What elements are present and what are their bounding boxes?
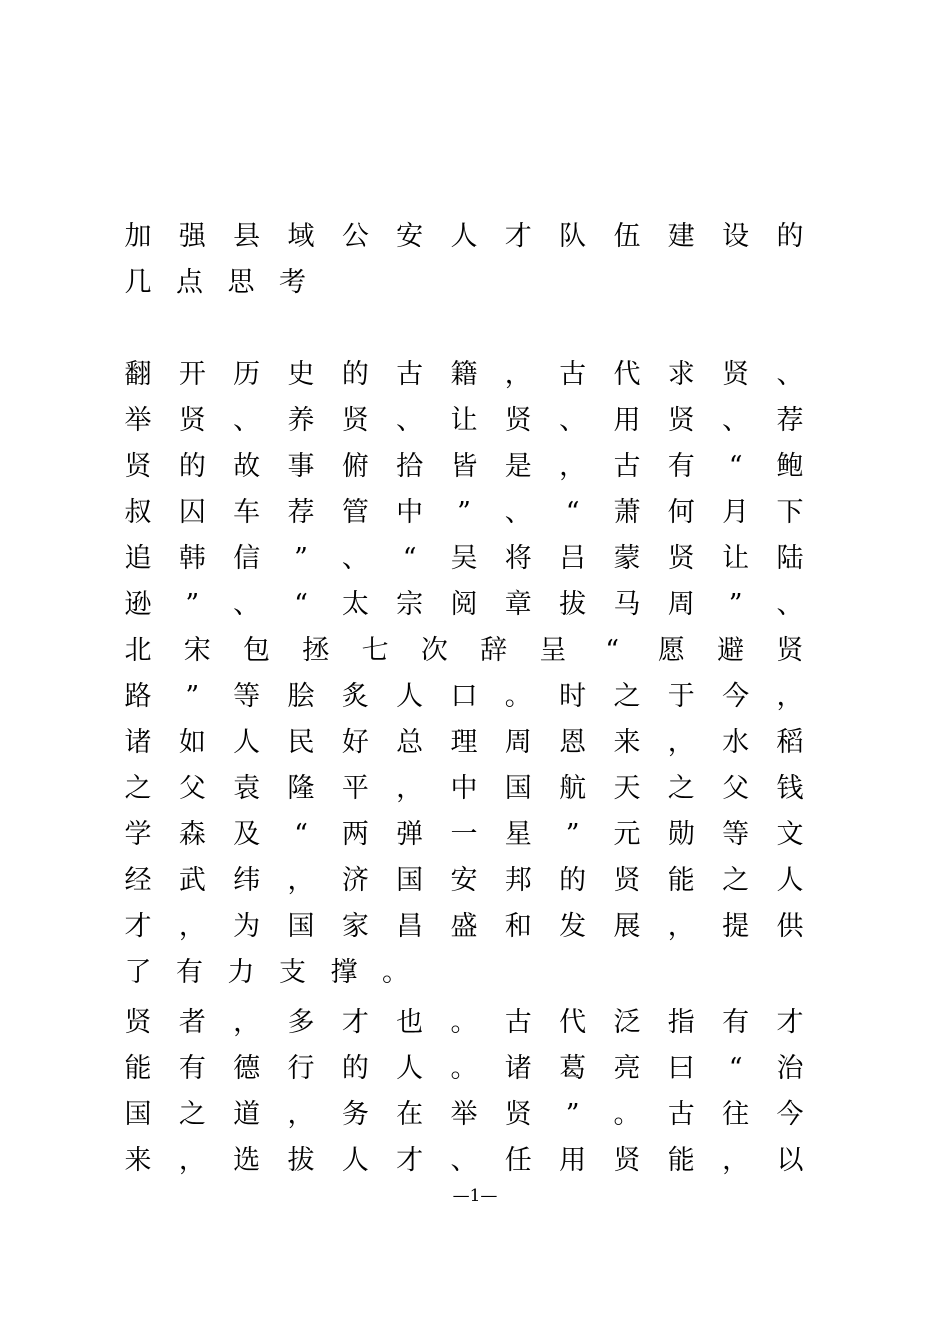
text-line bbox=[124, 674, 804, 720]
glyph: 曰 bbox=[667, 1053, 695, 1084]
glyph: 贤 bbox=[178, 405, 206, 436]
glyph: 章 bbox=[504, 589, 532, 620]
glyph: 有 bbox=[178, 1053, 206, 1084]
glyph: 的 bbox=[341, 359, 369, 390]
glyph: 举 bbox=[450, 1099, 478, 1130]
glyph: 强 bbox=[178, 221, 206, 252]
glyph: ， bbox=[667, 727, 695, 758]
document-title bbox=[124, 214, 804, 306]
glyph: 七 bbox=[361, 635, 389, 666]
glyph: 力 bbox=[227, 957, 255, 988]
glyph: 籍 bbox=[450, 359, 478, 390]
glyph: 开 bbox=[178, 359, 206, 390]
glyph: 贤 bbox=[504, 405, 532, 436]
glyph: 总 bbox=[396, 727, 424, 758]
glyph: 历 bbox=[233, 359, 261, 390]
glyph: 设 bbox=[722, 221, 750, 252]
glyph: 口 bbox=[450, 681, 478, 712]
glyph: 文 bbox=[776, 819, 804, 850]
glyph: 袁 bbox=[233, 773, 261, 804]
glyph: 民 bbox=[287, 727, 315, 758]
glyph: 古 bbox=[396, 359, 424, 390]
glyph: 。 bbox=[450, 1007, 478, 1038]
glyph: 才 bbox=[124, 911, 152, 942]
glyph: 之 bbox=[178, 1099, 206, 1130]
glyph: 拔 bbox=[559, 589, 587, 620]
glyph: 治 bbox=[776, 1053, 804, 1084]
glyph: 养 bbox=[287, 405, 315, 436]
glyph: 弹 bbox=[396, 819, 424, 850]
glyph: 隆 bbox=[287, 773, 315, 804]
glyph: 指 bbox=[667, 1007, 695, 1038]
glyph: 诸 bbox=[504, 1053, 532, 1084]
glyph: 公 bbox=[341, 221, 369, 252]
glyph: 车 bbox=[233, 497, 261, 528]
glyph: ， bbox=[287, 1099, 315, 1130]
glyph: 者 bbox=[178, 1007, 206, 1038]
glyph: 的 bbox=[776, 221, 804, 252]
glyph: ， bbox=[722, 1145, 750, 1176]
glyph: 思 bbox=[227, 267, 255, 298]
glyph: 纬 bbox=[233, 865, 261, 896]
glyph: 国 bbox=[504, 773, 532, 804]
glyph: 德 bbox=[233, 1053, 261, 1084]
glyph: 。 bbox=[382, 957, 409, 988]
text-line bbox=[124, 904, 804, 950]
glyph: 人 bbox=[776, 865, 804, 896]
glyph: 一 bbox=[450, 819, 478, 850]
glyph: 任 bbox=[504, 1145, 532, 1176]
glyph: 今 bbox=[776, 1099, 804, 1130]
paragraph-2 bbox=[124, 1000, 804, 1184]
glyph: 马 bbox=[613, 589, 641, 620]
glyph: 等 bbox=[233, 681, 261, 712]
glyph: 古 bbox=[559, 359, 587, 390]
glyph: 域 bbox=[287, 221, 315, 252]
glyph: 愿 bbox=[657, 635, 685, 666]
glyph: 是 bbox=[504, 451, 532, 482]
glyph: 史 bbox=[287, 359, 315, 390]
glyph: ， bbox=[667, 911, 695, 942]
glyph: ” bbox=[565, 819, 580, 850]
glyph: 往 bbox=[722, 1099, 750, 1130]
glyph: 国 bbox=[287, 911, 315, 942]
glyph: 鲍 bbox=[776, 451, 804, 482]
glyph: 、 bbox=[776, 589, 804, 620]
glyph: 昌 bbox=[396, 911, 424, 942]
text-line bbox=[124, 444, 804, 490]
glyph: 炙 bbox=[341, 681, 369, 712]
glyph: 贤 bbox=[124, 451, 152, 482]
glyph: ， bbox=[504, 359, 532, 390]
text-line bbox=[124, 490, 804, 536]
glyph: ” bbox=[565, 1099, 580, 1130]
glyph: 如 bbox=[178, 727, 206, 758]
glyph: 选 bbox=[233, 1145, 261, 1176]
glyph: 也 bbox=[396, 1007, 424, 1038]
glyph: 避 bbox=[717, 635, 745, 666]
glyph: 荐 bbox=[287, 497, 315, 528]
glyph: 之 bbox=[722, 865, 750, 896]
glyph: 国 bbox=[396, 865, 424, 896]
glyph: 、 bbox=[722, 405, 750, 436]
glyph: 于 bbox=[667, 681, 695, 712]
glyph: ， bbox=[559, 451, 587, 482]
glyph: 何 bbox=[667, 497, 695, 528]
text-line bbox=[124, 260, 804, 306]
glyph: 天 bbox=[613, 773, 641, 804]
glyph: “ bbox=[605, 635, 620, 666]
glyph: 。 bbox=[504, 681, 532, 712]
glyph: 。 bbox=[613, 1099, 641, 1130]
glyph: 平 bbox=[341, 773, 369, 804]
glyph: 代 bbox=[613, 359, 641, 390]
glyph: 才 bbox=[396, 1145, 424, 1176]
glyph: 学 bbox=[124, 819, 152, 850]
glyph: 点 bbox=[176, 267, 203, 298]
glyph: 下 bbox=[776, 497, 804, 528]
glyph: 的 bbox=[341, 1053, 369, 1084]
glyph: 拾 bbox=[396, 451, 424, 482]
text-line bbox=[124, 858, 804, 904]
glyph: 钱 bbox=[776, 773, 804, 804]
glyph: 次 bbox=[420, 635, 448, 666]
glyph: 经 bbox=[124, 865, 152, 896]
glyph: 吕 bbox=[559, 543, 587, 574]
glyph: 拯 bbox=[302, 635, 330, 666]
glyph: 才 bbox=[341, 1007, 369, 1038]
glyph: 俯 bbox=[341, 451, 369, 482]
glyph: 翻 bbox=[124, 359, 152, 390]
glyph: 武 bbox=[178, 865, 206, 896]
text-line bbox=[124, 214, 804, 260]
glyph: 提 bbox=[722, 911, 750, 942]
glyph: 举 bbox=[124, 405, 152, 436]
text-line bbox=[124, 582, 804, 628]
glyph: 古 bbox=[613, 451, 641, 482]
glyph: 贤 bbox=[667, 405, 695, 436]
glyph: 辞 bbox=[480, 635, 508, 666]
glyph: 北 bbox=[124, 635, 152, 666]
glyph: 事 bbox=[287, 451, 315, 482]
glyph: 、 bbox=[559, 405, 587, 436]
text-line bbox=[124, 1138, 804, 1184]
glyph: 阅 bbox=[450, 589, 478, 620]
glyph: 及 bbox=[233, 819, 261, 850]
glyph: 管 bbox=[341, 497, 369, 528]
glyph: 安 bbox=[450, 865, 478, 896]
text-line bbox=[124, 1000, 804, 1046]
glyph: 勋 bbox=[667, 819, 695, 850]
glyph: 陆 bbox=[776, 543, 804, 574]
text-line bbox=[124, 766, 804, 812]
glyph: ， bbox=[776, 681, 804, 712]
glyph: 人 bbox=[233, 727, 261, 758]
text-line bbox=[124, 628, 804, 674]
glyph: 多 bbox=[287, 1007, 315, 1038]
glyph: “ bbox=[565, 497, 580, 528]
text-line bbox=[124, 950, 804, 996]
glyph: 古 bbox=[667, 1099, 695, 1130]
glyph: 今 bbox=[722, 681, 750, 712]
glyph: 为 bbox=[233, 911, 261, 942]
glyph: 伍 bbox=[613, 221, 641, 252]
glyph: ， bbox=[233, 1007, 261, 1038]
glyph: 有 bbox=[176, 957, 203, 988]
glyph: 脍 bbox=[287, 681, 315, 712]
glyph: 荐 bbox=[776, 405, 804, 436]
glyph: 行 bbox=[287, 1053, 315, 1084]
glyph: 撑 bbox=[330, 957, 358, 988]
glyph: 之 bbox=[613, 681, 641, 712]
glyph: 水 bbox=[722, 727, 750, 758]
glyph: 蒙 bbox=[613, 543, 641, 574]
glyph: ” bbox=[294, 543, 308, 574]
glyph: 求 bbox=[667, 359, 695, 390]
glyph: 呈 bbox=[539, 635, 567, 666]
glyph: 展 bbox=[613, 911, 641, 942]
glyph: 、 bbox=[396, 405, 424, 436]
text-line bbox=[124, 1092, 804, 1138]
glyph: 供 bbox=[776, 911, 804, 942]
glyph: ” bbox=[457, 497, 471, 528]
glyph: 好 bbox=[341, 727, 369, 758]
glyph: 贤 bbox=[667, 543, 695, 574]
glyph: 宗 bbox=[396, 589, 424, 620]
glyph: 来 bbox=[124, 1145, 152, 1176]
glyph: 星 bbox=[504, 819, 532, 850]
text-line bbox=[124, 398, 804, 444]
glyph: ， bbox=[287, 865, 315, 896]
glyph: 将 bbox=[504, 543, 532, 574]
glyph: 亮 bbox=[613, 1053, 641, 1084]
glyph: 信 bbox=[233, 543, 261, 574]
glyph: 恩 bbox=[559, 727, 587, 758]
glyph: 能 bbox=[124, 1053, 152, 1084]
glyph: “ bbox=[728, 451, 743, 482]
glyph: 周 bbox=[667, 589, 695, 620]
glyph: 故 bbox=[233, 451, 261, 482]
glyph: 能 bbox=[667, 1145, 695, 1176]
glyph: 才 bbox=[504, 221, 532, 252]
glyph: 追 bbox=[124, 543, 152, 574]
glyph: 让 bbox=[450, 405, 478, 436]
glyph: 逊 bbox=[124, 589, 152, 620]
glyph: 贤 bbox=[613, 865, 641, 896]
text-line bbox=[124, 352, 804, 398]
glyph: 代 bbox=[559, 1007, 587, 1038]
glyph: 济 bbox=[341, 865, 369, 896]
glyph: 之 bbox=[667, 773, 695, 804]
glyph: 父 bbox=[722, 773, 750, 804]
text-line bbox=[124, 720, 804, 766]
glyph: 了 bbox=[124, 957, 152, 988]
glyph: 用 bbox=[613, 405, 641, 436]
glyph: 古 bbox=[504, 1007, 532, 1038]
glyph: 理 bbox=[450, 727, 478, 758]
glyph: 父 bbox=[178, 773, 206, 804]
glyph: 家 bbox=[341, 911, 369, 942]
glyph: 航 bbox=[559, 773, 587, 804]
glyph: “ bbox=[294, 819, 308, 850]
glyph: ” bbox=[728, 589, 743, 620]
glyph: 贤 bbox=[776, 635, 804, 666]
glyph: 萧 bbox=[613, 497, 641, 528]
glyph: 太 bbox=[341, 589, 369, 620]
glyph: 来 bbox=[613, 727, 641, 758]
glyph: 囚 bbox=[178, 497, 206, 528]
glyph: 安 bbox=[396, 221, 424, 252]
glyph: 中 bbox=[450, 773, 478, 804]
glyph: 加 bbox=[124, 221, 152, 252]
glyph: 皆 bbox=[450, 451, 478, 482]
glyph: 盛 bbox=[450, 911, 478, 942]
glyph: 两 bbox=[341, 819, 369, 850]
glyph: 县 bbox=[233, 221, 261, 252]
glyph: 中 bbox=[396, 497, 424, 528]
glyph: 人 bbox=[341, 1145, 369, 1176]
glyph: 几 bbox=[124, 267, 152, 298]
glyph: 邦 bbox=[504, 865, 532, 896]
glyph: 贤 bbox=[341, 405, 369, 436]
glyph: 、 bbox=[233, 405, 261, 436]
glyph: ， bbox=[178, 1145, 206, 1176]
glyph: 以 bbox=[776, 1145, 804, 1176]
glyph: 之 bbox=[124, 773, 152, 804]
glyph: 建 bbox=[667, 221, 695, 252]
glyph: 叔 bbox=[124, 497, 152, 528]
glyph: ” bbox=[185, 589, 200, 620]
glyph: 贤 bbox=[504, 1099, 532, 1130]
glyph: 稻 bbox=[776, 727, 804, 758]
glyph: 贤 bbox=[613, 1145, 641, 1176]
glyph: 葛 bbox=[559, 1053, 587, 1084]
glyph: 用 bbox=[559, 1145, 587, 1176]
glyph: 贤 bbox=[722, 359, 750, 390]
glyph: 贤 bbox=[124, 1007, 152, 1038]
glyph: 在 bbox=[396, 1099, 424, 1130]
glyph: 有 bbox=[667, 451, 695, 482]
glyph: 能 bbox=[667, 865, 695, 896]
page-number: —1— bbox=[452, 1186, 498, 1206]
glyph: 路 bbox=[124, 681, 152, 712]
glyph: 。 bbox=[450, 1053, 478, 1084]
glyph: ， bbox=[178, 911, 206, 942]
paragraph-1 bbox=[124, 352, 804, 996]
glyph: 、 bbox=[233, 589, 261, 620]
glyph: 支 bbox=[279, 957, 306, 988]
glyph: 、 bbox=[776, 359, 804, 390]
glyph: “ bbox=[728, 1053, 743, 1084]
glyph: 时 bbox=[559, 681, 587, 712]
glyph: ， bbox=[396, 773, 424, 804]
glyph: 发 bbox=[559, 911, 587, 942]
glyph: 人 bbox=[396, 681, 424, 712]
glyph: 、 bbox=[450, 1145, 478, 1176]
glyph: “ bbox=[402, 543, 417, 574]
glyph: 包 bbox=[243, 635, 271, 666]
glyph: 国 bbox=[124, 1099, 152, 1130]
glyph: 、 bbox=[341, 543, 369, 574]
text-line bbox=[124, 812, 804, 858]
glyph: 元 bbox=[613, 819, 641, 850]
glyph: 吴 bbox=[450, 543, 478, 574]
glyph: 诸 bbox=[124, 727, 152, 758]
glyph: 务 bbox=[341, 1099, 369, 1130]
glyph: “ bbox=[294, 589, 308, 620]
glyph: 泛 bbox=[613, 1007, 641, 1038]
text-line bbox=[124, 536, 804, 582]
glyph: 、 bbox=[504, 497, 532, 528]
glyph: 等 bbox=[722, 819, 750, 850]
glyph: 有 bbox=[722, 1007, 750, 1038]
glyph: 才 bbox=[776, 1007, 804, 1038]
glyph: 和 bbox=[504, 911, 532, 942]
glyph: 韩 bbox=[178, 543, 206, 574]
glyph: 让 bbox=[722, 543, 750, 574]
glyph: 人 bbox=[450, 221, 478, 252]
glyph: 道 bbox=[233, 1099, 261, 1130]
glyph: 拔 bbox=[287, 1145, 315, 1176]
glyph: 周 bbox=[504, 727, 532, 758]
glyph: 宋 bbox=[183, 635, 211, 666]
glyph: 考 bbox=[279, 267, 306, 298]
glyph: 的 bbox=[559, 865, 587, 896]
glyph: 月 bbox=[722, 497, 750, 528]
text-line bbox=[124, 1046, 804, 1092]
glyph: ” bbox=[185, 681, 200, 712]
glyph: 队 bbox=[559, 221, 587, 252]
glyph: 的 bbox=[178, 451, 206, 482]
glyph: 人 bbox=[396, 1053, 424, 1084]
glyph: 森 bbox=[178, 819, 206, 850]
